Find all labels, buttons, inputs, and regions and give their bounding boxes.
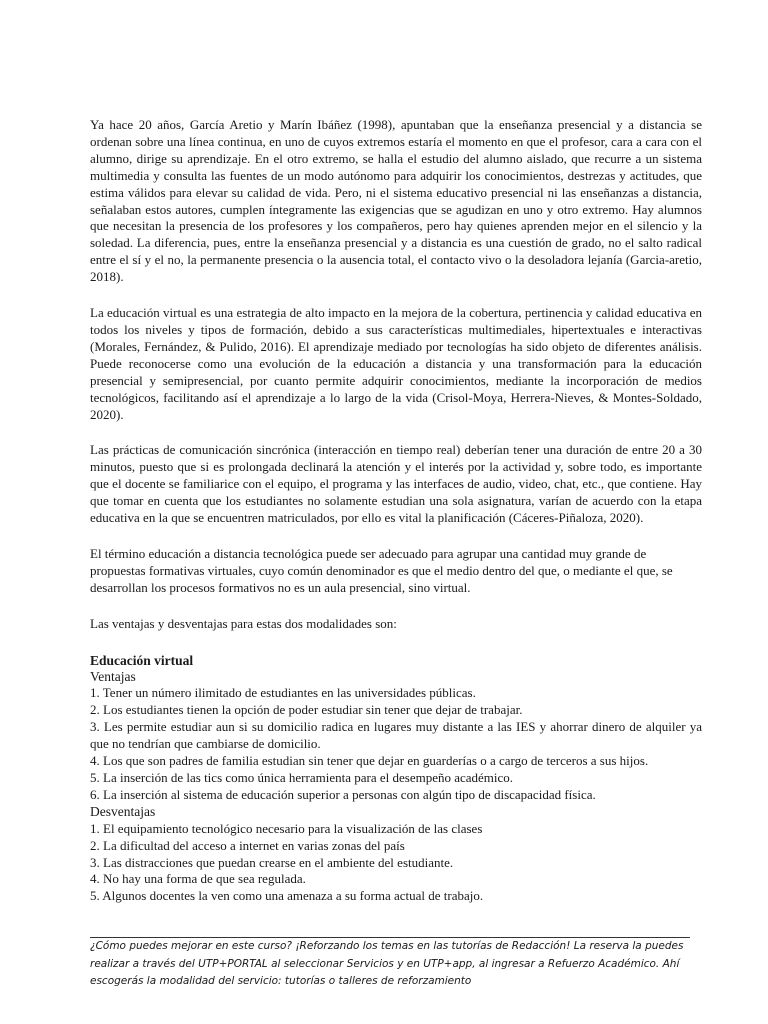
paragraph-intro: Ya hace 20 años, García Aretio y Marín Ibáñez (1998), apuntaban que la enseñanza presencial y a distancia se ordenan sobre una línea continua, en uno de cuyos extremos estaría el momento en que el profesor, cara a cara con el alumno, dirige su aprendizaje. En el otro extremo, se halla el estudio del alumno aislado, que recurre a un sistema multimedia y consulta las fuentes de un modo autónomo para adquirir los conocimientos, destrezas y actitudes, que estima válidos para elevar su calidad de vida. Pero, ni el sistema educativo presencial ni las enseñanzas a distancia, señalaban estos autores, cumplen íntegramente las exigencias que se agudizan en uno y otro extremo. Hay alumnos que necesitan la presencia de los profesores y los compañeros, pero hay quienes aprenden mejor en el silencio y la soledad. La diferencia, pues, entre la enseñanza presencial y a distancia es una cuestión de grado, no el salto radical entre el sí y el no, la permanente presencia o la ausencia total, el contacto vivo o la desoladora lejanía (Garcia-aretio, 2018). xyxy=(90,117,702,285)
disadvantages-label: Desventajas xyxy=(90,803,156,819)
paragraph-term-definition: El término educación a distancia tecnológica puede ser adecuado para agrupar una cantidad muy grande de propuestas formativas virtuales, cuyo común denominador es que el medio dentro del que, o mediante el que, se desarrollan los procesos formativos no es un aula presencial, sino virtual. xyxy=(90,545,673,595)
footer-note: ¿Cómo puedes mejorar en este curso? ¡Reforzando los temas en las tutorías de Redacción! La reserva la puedes realizar a través del UTP+PORTAL al seleccionar Servicios y en UTP+app, al ingresar a Refuerzo Académico. Ahí escogerás la modalidad del servicio: tutorías o talleres de reforzamiento xyxy=(90,940,684,987)
paragraph-synchronous: Las prácticas de comunicación sincrónica (interacción en tiempo real) deberían tener una duración de entre 20 a 30 minutos, puesto que si es prolongada declinará la atención y el interés por la actividad y, sobre todo, es importante que el docente se familiarice con el equipo, el programa y las interfaces de audio, video, chat, etc., que contiene. Hay que tomar en cuenta que los estudiantes no solamente estudian una sola asignatura, varían de acuerdo con la etapa educativa en la que se encuentren matriculados, por ello es vital la planificación (Cáceres-Piñaloza, 2020). xyxy=(90,442,702,526)
paragraph-intro-list: Las ventajas y desventajas para estas dos modalidades son: xyxy=(90,615,397,631)
list-item: 6. La inserción al sistema de educación superior a personas con algún tipo de discapacidad física. xyxy=(90,786,596,802)
list-item: 2. Los estudiantes tienen la opción de poder estudiar sin tener que dejar de trabajar. xyxy=(90,702,523,718)
document-body xyxy=(90,117,702,905)
list-item: 3. Las distracciones que puedan crearse en el ambiente del estudiante. xyxy=(90,854,454,870)
list-item: 1. Tener un número ilimitado de estudiantes en las universidades públicas. xyxy=(90,685,476,701)
list-item: 3. Les permite estudiar aun si su domicilio radica en lugares muy distante a las IES y ahorrar dinero de alquiler ya que no tendrían que cambiarse de domicilio. xyxy=(90,719,702,752)
list-item: 5. La inserción de las tics como única herramienta para el desempeño académico. xyxy=(90,770,514,785)
disadvantages-list xyxy=(90,821,702,906)
list-item: 1. El equipamiento tecnológico necesario para la visualización de las clases xyxy=(90,820,483,836)
paragraph-virtual-education: La educación virtual es una estrategia de alto impacto en la mejora de la cobertura, pertinencia y calidad educativa en todos los niveles y tipos de formación, debido a sus características multimediales, hipertextuales e interactivas (Morales, Fernández, & Pulido, 2016). El aprendizaje mediado por tecnologías ha sido objeto de diferentes análisis. Puede reconocerse como una evolución de la educación a distancia y una transformación para la educación presencial y semipresencial, por cuanto permite adquirir conocimientos, mediante la incorporación de medios tecnológicos, facilitando así el aprendizaje a lo largo de la vida (Crisol-Moya, Herrera-Nieves, & Montes-Soldado, 2020). xyxy=(90,305,702,422)
list-item: 4. Los que son padres de familia estudian sin tener que dejar en guarderías o a cargo de terceros a sus hijos. xyxy=(90,753,649,769)
list-item: 4. No hay una forma de que sea regulada. xyxy=(90,871,306,887)
advantages-label: Ventajas xyxy=(90,668,136,684)
advantages-list xyxy=(90,685,702,803)
list-item: 5. Algunos docentes la ven como una amenaza a su forma actual de trabajo. xyxy=(90,888,484,904)
list-item: 2. La dificultad del acceso a internet en varias zonas del país xyxy=(90,837,405,853)
section-heading: Educación virtual xyxy=(90,652,194,668)
